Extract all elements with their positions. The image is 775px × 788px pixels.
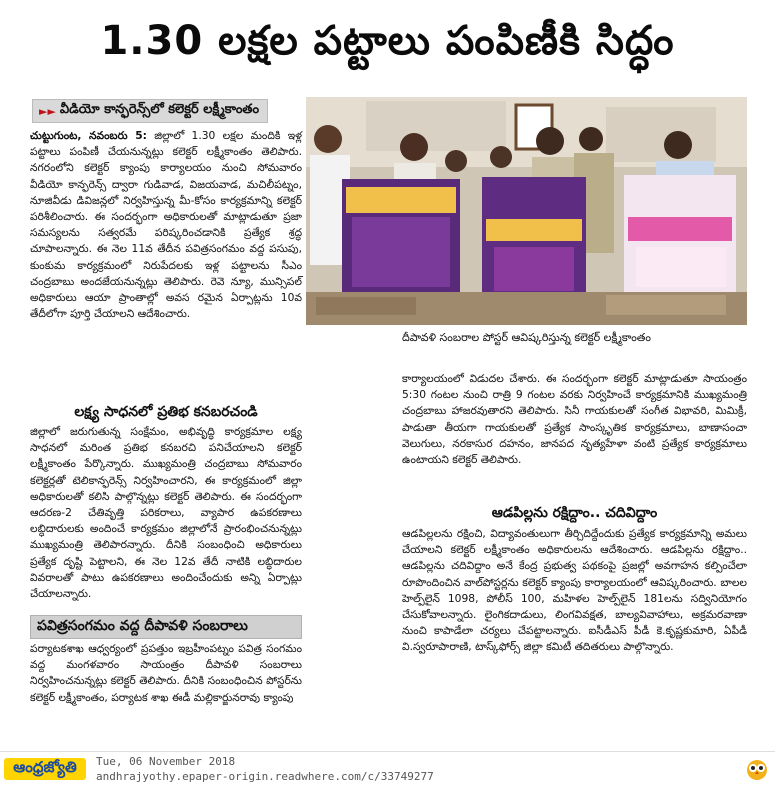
news-photo <box>306 97 747 325</box>
dateline: చుట్టుగుంట, నవంబరు 5: <box>30 129 147 142</box>
owl-icon[interactable] <box>745 757 769 785</box>
andhrajyothy-logo[interactable]: ఆంధ్రజ్యోతి <box>4 758 86 780</box>
article-para-1 <box>30 128 302 322</box>
para-5-text: ఆడపిల్లలను రక్షించి, విద్యావంతులుగా తీర్చిదిద్దేందుకు ప్రత్యేక కార్యక్రమాన్ని అమలు చేయాలని కలెక్టర్ లక్ష్మీకాంతం అధికారులను ఆదేశించారు. ఆడపిల్లను రక్షిద్దాం.. ఆడపిల్లను చదివిద్దాం అనే కేంద్ర ప్రభుత్వ పథకంపై ప్రజల్లో అవగాహన కల్పించేలా రూపొందించిన వాల్‌పోస్టర్లను కలెక్టర్ క్యాంపు కార్యాలయంలో ఆవిష్కరించారు. బాలల హెల్ప్‌లైన్ 1098, పోలీస్ 100, మహిళల హెల్ప్‌లైన్ 181లను సద్వినియోగం చేసుకోవాలన్నారు. లైంగికదాడులు, లింగవివక్షత, బాల్యవివాహాలు, అక్రమరవాణా నుంచి కాపాడేలా చర్యలు చేపట్టాలన్నారు. ఐసీడీఎస్ పీడీ కె.కృష్ణకుమారి, ఏపీడీ వి.స్వరూపారాణి, టాస్క్‌ఫోర్స్ జిల్లా కమిటీ తదితరులు పాల్గొన్నారు. <box>402 527 747 654</box>
strap-text: వీడియో కాన్ఫరెన్స్‌లో కలెక్టర్ లక్ష్మీకాంతం <box>59 102 260 117</box>
article-para-2 <box>30 424 302 602</box>
strap <box>32 99 268 123</box>
article-para-5 <box>402 526 747 656</box>
footer-date: Tue, 06 November 2018 <box>96 755 236 768</box>
subhead-3: ఆడపిల్లను రక్షిద్దాం.. చదివిద్దాం <box>491 504 658 521</box>
subhead-1: లక్ష్య సాధనలో ప్రతిభ కనబరచండి <box>74 403 258 420</box>
footer-url[interactable]: andhrajyothy.epaper-origin.readwhere.com/c/33749277 <box>96 770 434 783</box>
article-para-4 <box>402 371 747 468</box>
subhead-2: పవిత్రసంగమం వద్ద దీపావళి సంబరాలు <box>30 615 302 639</box>
para-3-text: పర్యాటకశాఖ ఆధ్వర్యంలో ప్రపత్తుం ఇబ్రహీంపట్నం పవిత్ర సంగమం వద్ద మంగళవారం సాయంత్రం దీపావళి సంబరాలు నిర్వహించనున్నట్లు కలెక్టర్ తెలిపారు. దీనికి సంబంధించిన పోస్టర్‌ను కలెక్టర్ లక్ష్మీకాంతం, పర్యాటక శాఖ ఈడీ మల్లికార్జునరావు క్యాంపు <box>30 642 302 704</box>
photo-illustration <box>306 97 747 325</box>
article-para-3 <box>30 641 302 706</box>
double-arrow-icon: ►► <box>39 104 56 118</box>
para-2-text: జిల్లాలో జరుగుతున్న సంక్షేమం, అభివృద్ధి కార్యక్రమాల లక్ష్య సాధనలో మరింత ప్రతిభ కనబరచి పనిచేయాలని కలెక్టర్ లక్ష్మీకాంతం పేర్కొన్నారు. ముఖ్యమంత్రి చంద్రబాబు సోమవారం కలెక్టర్లతో టెలికాన్ఫరెన్స్ నిర్వహించారని, ఈ కార్యక్రమంలో జిల్లా అధికారులతో కలిసి పాల్గొన్నట్లు కలెక్టర్ తెలిపారు. ఈ సందర్భంగా ఆదరణ-2 చేతివృత్తి పరికరాలు, వ్యాపార ఉపకరణాలు లబ్ధిదారులకు అందించే కార్యక్రమం జిల్లాలోనే ప్రారంభించనున్నట్లు ముఖ్యమంత్రి తెలిపారన్నారు. దీనికి సంబంధించి అధికారులు ప్రత్యేక దృష్టి పెట్టాలని, ఈ నెల 12వ తేదీ నాటికి లబ్ధిదారుల వివరాలతో పాటు ఉపకరణాలు అందించేందుకు అన్ని ఏర్పాట్లు చేయాలన్నారు. <box>30 425 302 601</box>
photo-caption: దీపావళి సంబరాల పోస్టర్ ఆవిష్కరిస్తున్న కలెక్టర్ లక్ష్మీకాంతం <box>402 331 651 344</box>
para-1-text: జిల్లాలో 1.30 లక్షల మందికి ఇళ్ల పట్టాలు పంపిణీ చేయనున్నట్లు కలెక్టర్ లక్ష్మీకాంతం తెలిపారు. నగరంలోని కలెక్టర్ క్యాంపు కార్యాలయం నుంచి సోమవారం వీడియో కాన్ఫరెన్స్ ద్వారా గుడివాడ, విజయవాడ, మచిలీపట్నం, నూజివీడు డివిజన్లలో నిర్వహిస్తున్న మీ-కోసం కార్యక్రమాన్ని కలెక్టర్ పరిశీలించారు. ఈ సందర్భంగా అధికారులతో మాట్లాడుతూ ప్రజా సమస్యలను సత్వరమే పరిష్కరించడానికి ప్రత్యేక శ్రద్ధ చూపాలన్నారు. ఈ నెల 11వ తేదీన పవిత్రసంగమం వద్ద పసుపు, కుంకుమ కార్యక్రమంలో నిరుపేదలకు ఇళ్ల పట్టాలను సీఎం చంద్రబాబు అందజేయనున్నట్లు తెలిపారు. రెవె న్యూ, మున్సిపల్ అధికారులు ఆయా ప్రాంతాల్లో అవస రమైన ఏర్పాట్లను 10వ తేదీలోగా పూర్తి చేయాలని ఆదేశించారు. <box>30 129 303 321</box>
para-4-text: కార్యాలయంలో విడుదల చేశారు. ఈ సందర్భంగా కలెక్టర్ మాట్లాడుతూ సాయంత్రం 5:30 గంటల నుంచి రాత్రి 9 గంటల వరకు నిర్వహించే కార్యక్రమానికి ముఖ్యమంత్రి చంద్రబాబు హాజరవుతారని తెలిపారు. సినీ గాయకులతో సంగీత విభావరి, మిమిక్రీ, పాడుతా తీయగా గాయకులతో ప్రత్యేక సాంస్కృతిక కార్యక్రమాలు, బాణాసంచా వెలుగులు, నరకాసుర దహనం, జానపద నృత్యహేళా వంటి ప్రత్యేక కార్యక్రమాలు ఉంటాయని కలెక్టర్ తెలిపారు. <box>402 372 747 467</box>
headline: 1.30 లక్షల పట్టాలు పంపిణీకి సిద్ధం <box>100 18 675 64</box>
